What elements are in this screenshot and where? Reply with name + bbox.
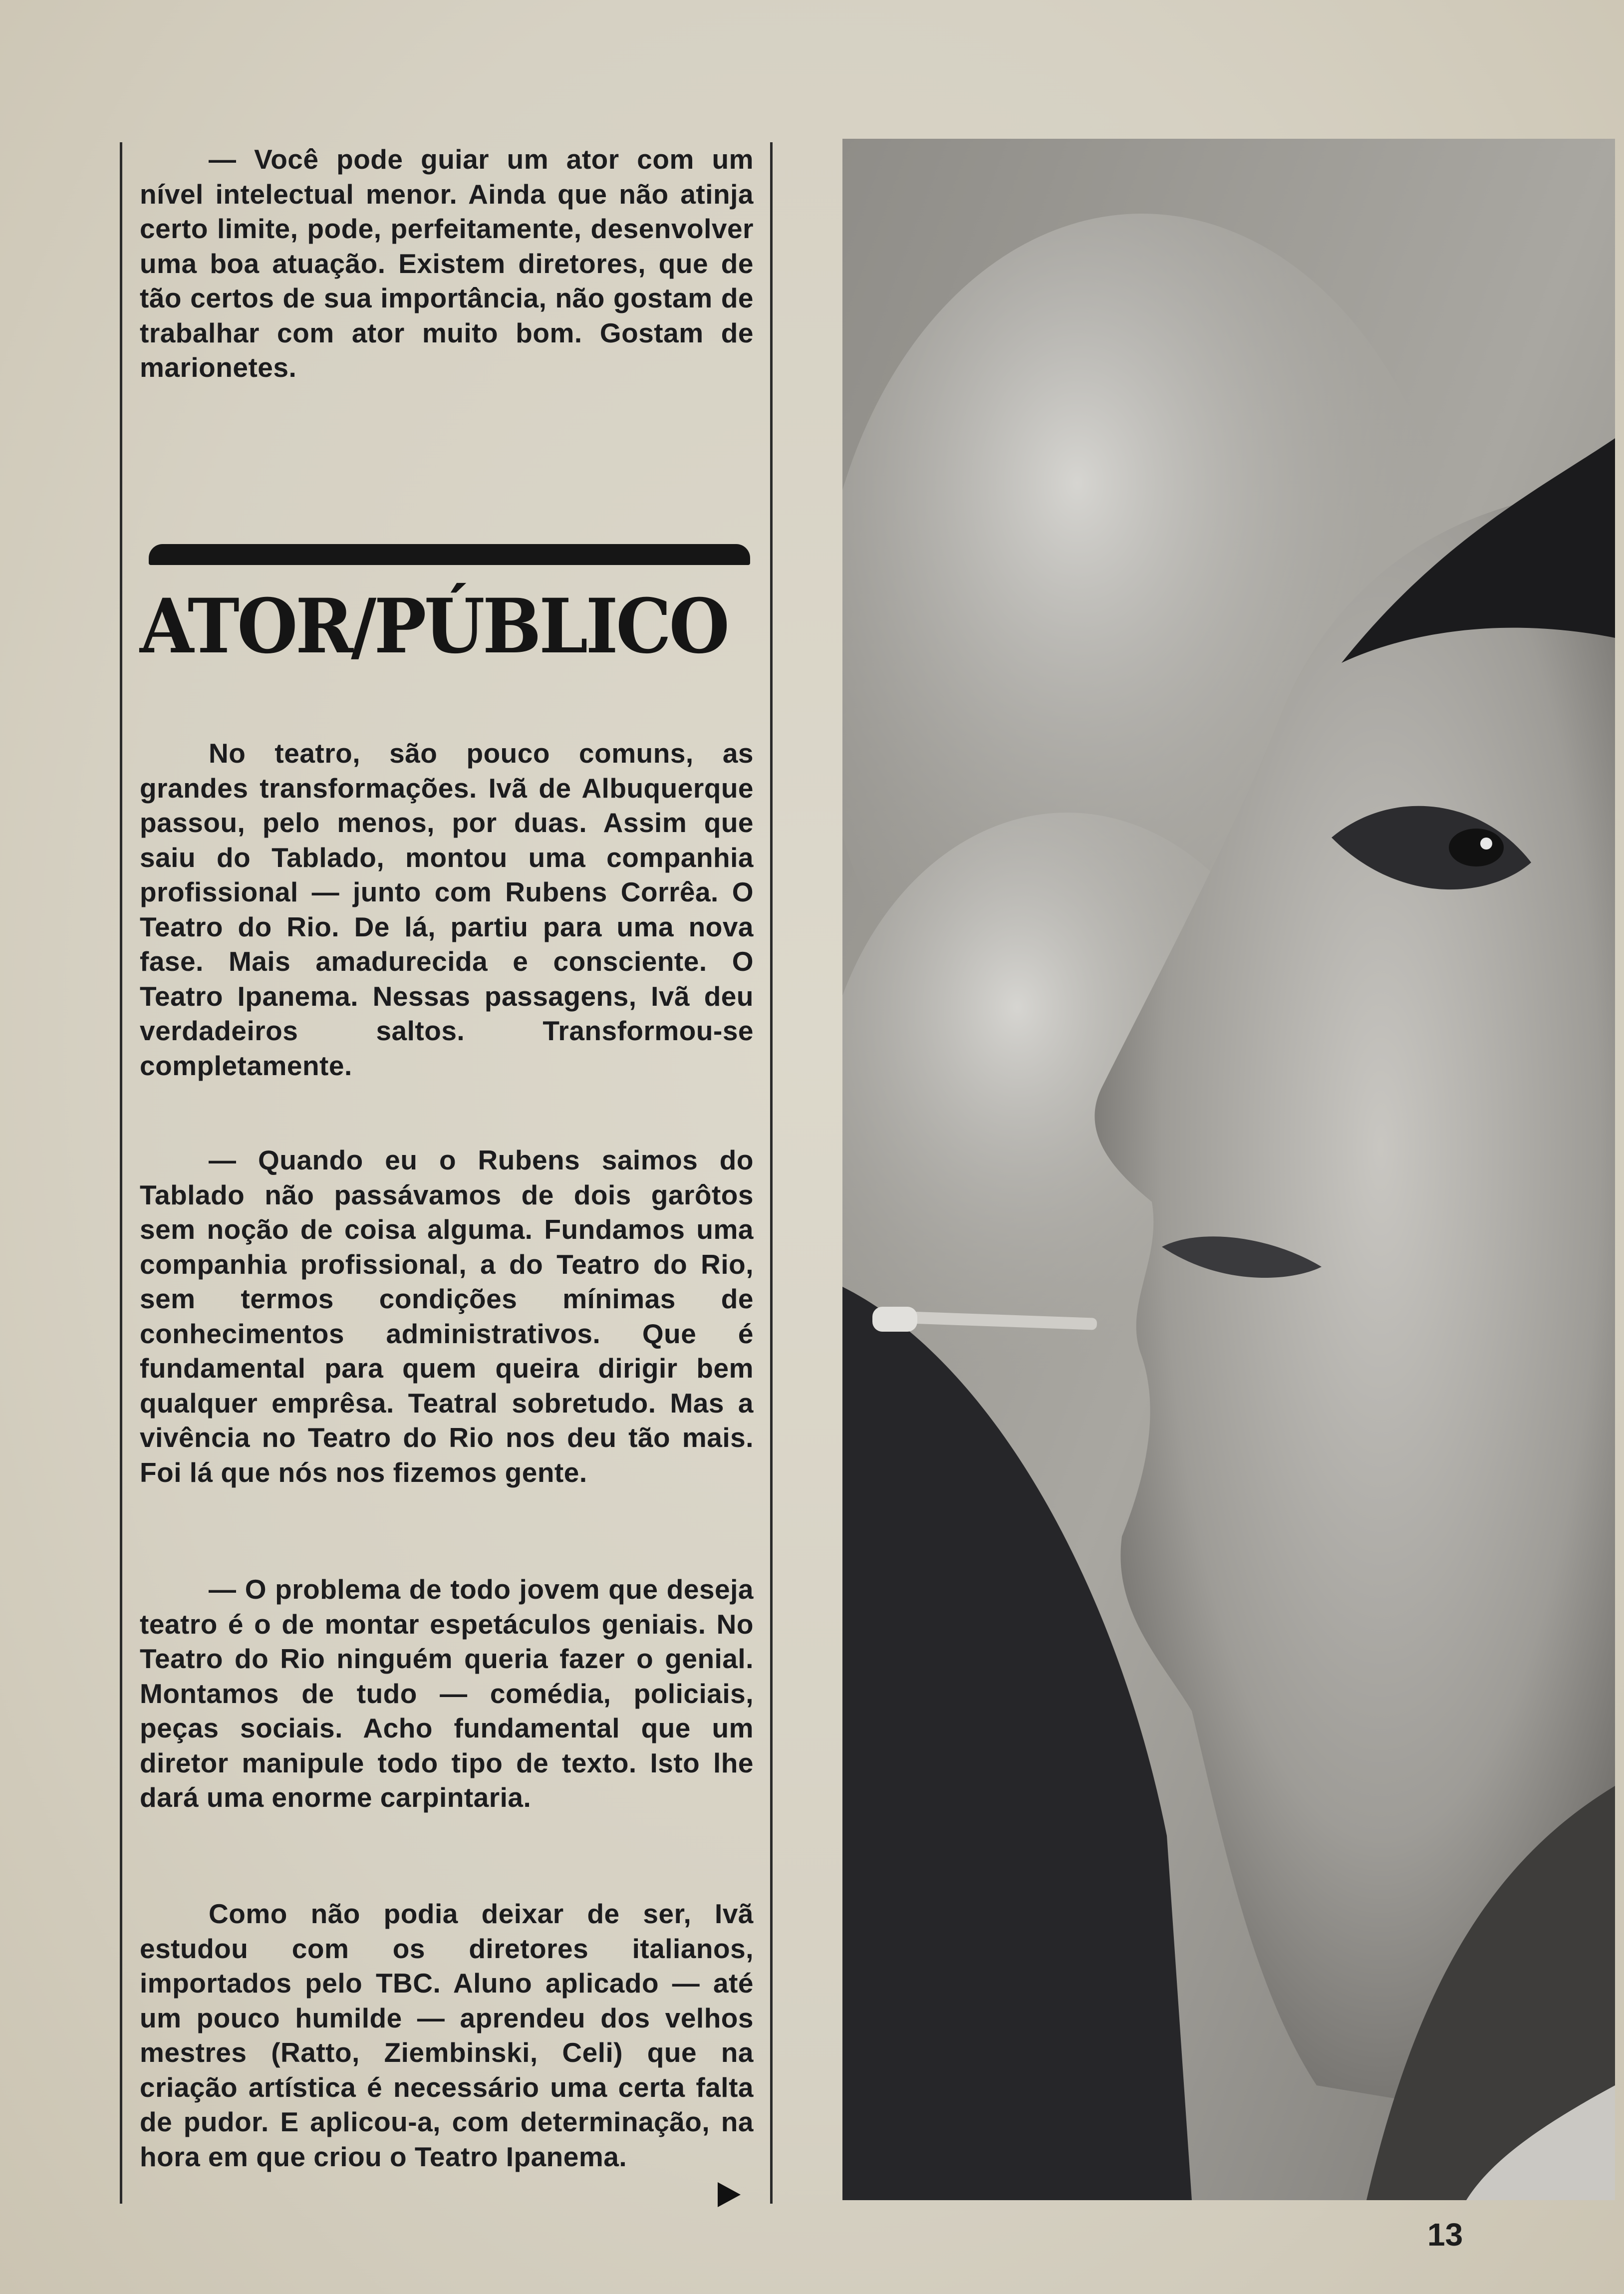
section-headline: ATOR/PÚBLICO [140, 582, 728, 670]
paragraph-4-text: — O problema de todo jovem que deseja teatro é o de montar espetáculos geniais. No Teatro do Rio ninguém queria fazer o genial. Montamos de tudo — comédia, policiais, peças sociais. Acho fundamental que um diretor manipule todo tipo de texto. Isto lhe dará uma enorme carpintaria. [140, 1574, 754, 1813]
paragraph-5 [140, 1897, 754, 2174]
paragraph-4 [140, 1572, 754, 1815]
page-number: 13 [1427, 2217, 1463, 2253]
p5-part3: mestres (Ratto, Ziembinski, Celi) que na criação artística é necessário uma certa falta de pudor. E aplicou-a, com determinação, na hora em que criou o Teatro Ipanema. [140, 2037, 754, 2172]
paragraph-5-text [140, 1897, 754, 2174]
paragraph-3 [140, 1143, 754, 1490]
arrow-right-icon [718, 2182, 741, 2207]
portrait-photo [842, 139, 1615, 2200]
paragraph-2-text: No teatro, são pouco comuns, as grandes transformações. Ivã de Albuquerque passou, pelo menos, por duas. Assim que saiu do Tablado, montou uma companhia profissional — junto com Rubens Corrêa. O Teatro do Rio. De lá, partiu para uma nova fase. Mais amadurecida e consciente. O Teatro Ipanema. Nessas passagens, Ivã deu verdadeiros saltos. Transformou-se completamente. [140, 738, 754, 1081]
paragraph-2 [140, 736, 754, 1083]
p5-bold2: um pouco humilde — aprendeu dos velhos [140, 2002, 754, 2033]
p5-part1: Como não podia deixar de ser, Ivã estudou com os diretores [140, 1898, 754, 1964]
p5-bold1: italianos, [632, 1933, 754, 1964]
p5-part2: importados pelo TBC. Aluno aplicado — até [140, 1968, 754, 1999]
man-smoking-photo-illustration [842, 139, 1615, 2200]
headline-bar [149, 544, 750, 565]
paragraph-1 [140, 142, 754, 385]
column-rule-right [770, 142, 773, 2204]
p1-bold-word: guiar [421, 144, 490, 175]
column-rule-left [120, 142, 122, 2204]
paragraph-1-text: — Você pode guiar um ator com um nível intelectual menor. Ainda que não atinja certo limite, pode, perfeitamente, desenvolver uma boa atuação. Existem diretores, que de tão certos de sua importância, não gostam de trabalhar com ator muito bom. Gostam de marionetes. [140, 144, 754, 383]
paragraph-3-text: — Quando eu o Rubens saimos do Tablado não passávamos de dois garôtos sem noção de coisa alguma. Fundamos uma companhia profissional, a do Teatro do Rio, sem termos condições mínimas de conhecimentos administrativos. Que é fundamental para quem queira dirigir bem qualquer emprêsa. Teatral sobretudo. Mas a vivência no Teatro do Rio nos deu tão mais. Foi lá que nós nos fizemos gente. [140, 1145, 754, 1488]
